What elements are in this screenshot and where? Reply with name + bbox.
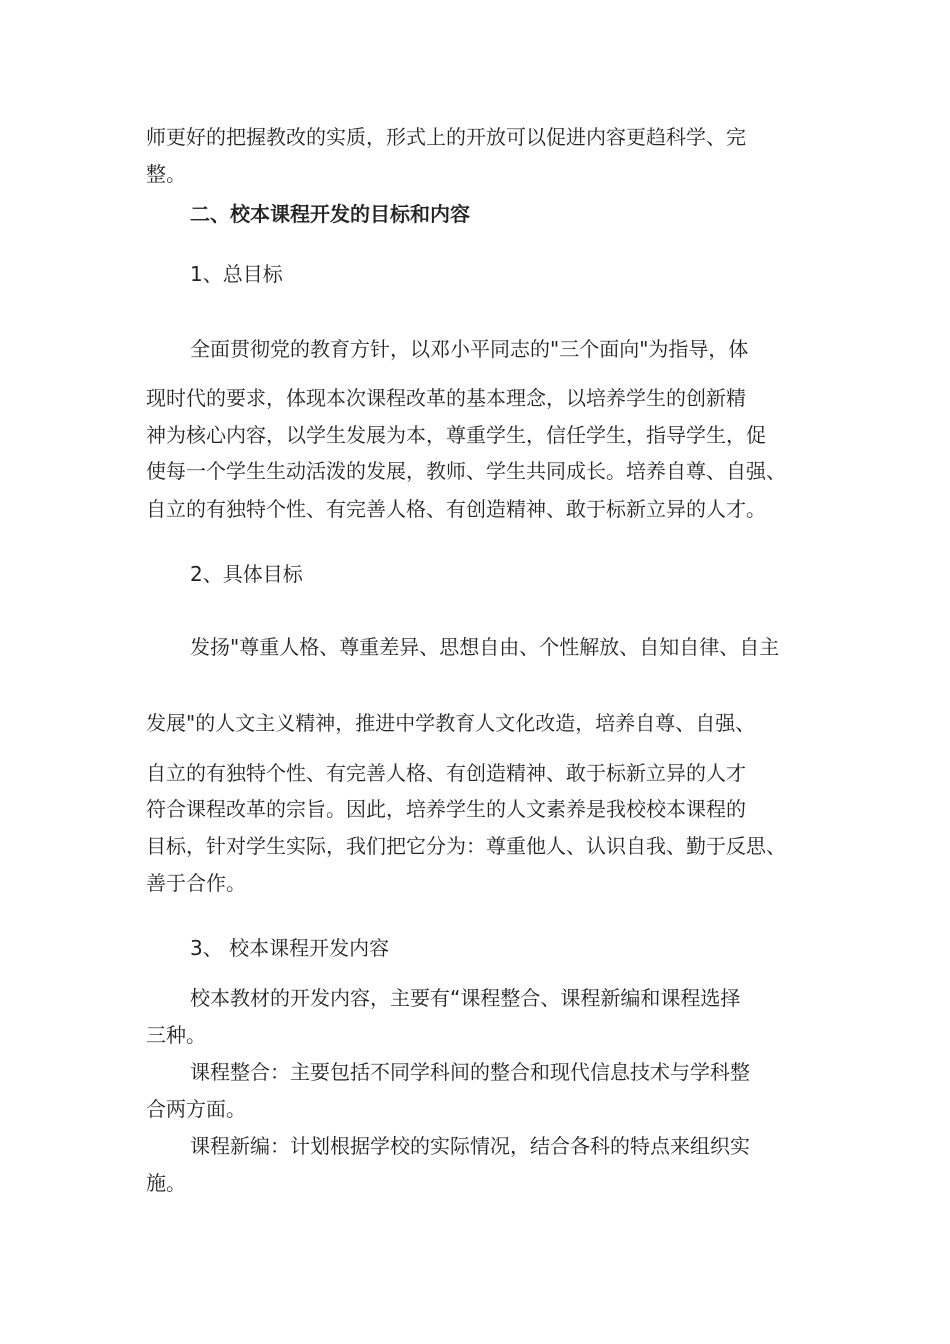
- paragraph-line: 全面贯彻党的教育方针，以邓小平同志的"三个面向"为指导，体: [190, 337, 749, 361]
- paragraph-line: 施。: [146, 1171, 186, 1195]
- paragraph-line: 使每一个学生生动活泼的发展，教师、学生共同成长。培养自尊、自强、: [146, 459, 786, 483]
- section-heading: 二、校本课程开发的目标和内容: [190, 202, 470, 226]
- subsection-heading: 1、总目标: [190, 262, 283, 286]
- paragraph-line: 整。: [146, 162, 186, 186]
- subsection-heading: 2、具体目标: [190, 562, 303, 586]
- paragraph-line: 合两方面。: [146, 1097, 246, 1121]
- paragraph-line: 符合课程改革的宗旨。因此，培养学生的人文素养是我校校本课程的: [146, 797, 746, 821]
- paragraph-line: 善于合作。: [146, 871, 246, 895]
- subsection-heading: 3、 校本课程开发内容: [190, 936, 390, 960]
- paragraph-line: 师更好的把握教改的实质，形式上的开放可以促进内容更趋科学、完: [146, 125, 746, 149]
- paragraph-line: 自立的有独特个性、有完善人格、有创造精神、敢于标新立异的人才。: [146, 497, 766, 521]
- paragraph-line: 校本教材的开发内容，主要有“课程整合、课程新编和课程选择: [190, 986, 741, 1010]
- paragraph-line: 现时代的要求，体现本次课程改革的基本理念，以培养学生的创新精: [146, 386, 746, 410]
- paragraph-line: 发展"的人文主义精神，推进中学教育人文化改造，培养自尊、自强、: [146, 711, 756, 735]
- paragraph-line: 课程整合：主要包括不同学科间的整合和现代信息技术与学科整: [190, 1060, 750, 1084]
- paragraph-line: 自立的有独特个性、有完善人格、有创造精神、敢于标新立异的人才: [146, 761, 746, 785]
- paragraph-line: 三种。: [146, 1023, 206, 1047]
- paragraph-line: 课程新编：计划根据学校的实际情况，结合各科的特点来组织实: [190, 1134, 750, 1158]
- paragraph-line: 发扬"尊重人格、尊重差异、思想自由、个性解放、自知自律、自主: [190, 635, 780, 659]
- paragraph-line: 神为核心内容，以学生发展为本，尊重学生，信任学生，指导学生，促: [146, 423, 766, 447]
- paragraph-line: 目标，针对学生实际，我们把它分为：尊重他人、认识自我、勤于反思、: [146, 834, 786, 858]
